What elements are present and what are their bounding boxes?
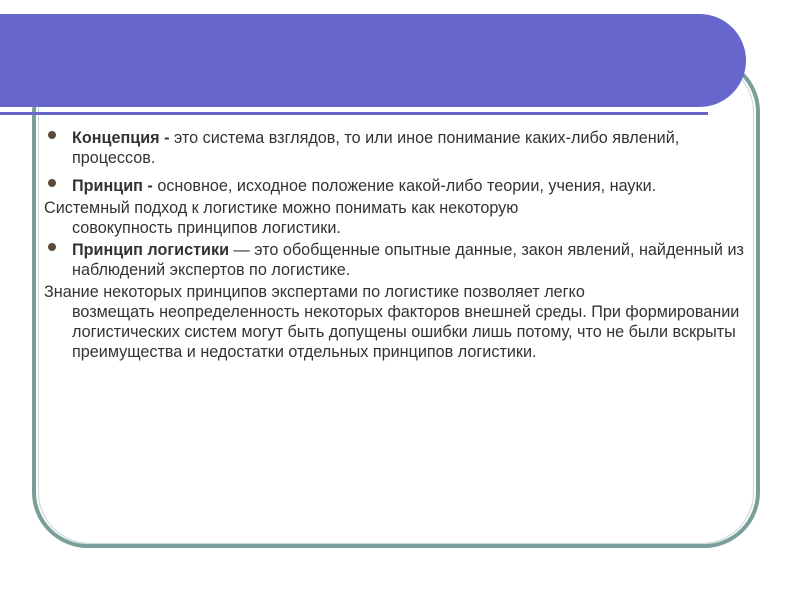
term-concept: Концепция - (72, 129, 170, 147)
paragraph-knowledge (44, 282, 744, 362)
paragraph-system-approach-rest: совокупность принципов логистики. (72, 219, 341, 237)
bullet-icon (48, 243, 56, 251)
title-underline (0, 112, 708, 115)
paragraph-system-approach (44, 198, 744, 238)
definition-concept: это система взглядов, то или иное понимание каких-либо явлений, процессов. (72, 129, 680, 167)
bullet-icon (48, 179, 56, 187)
bullet-item-concept (44, 128, 744, 168)
paragraph-knowledge-rest: возмещать неопределенность некоторых факторов внешней среды. При формировании логистических систем могут быть допущены ошибки лишь потому, что не были вскрыты преимущества и недостатки отдельных принципов логистики. (72, 303, 740, 361)
term-logistics-principle: Принцип логистики (72, 241, 230, 259)
term-principle: Принцип - (72, 177, 153, 195)
definition-principle: основное, исходное положение какой-либо теории, учения, науки. (152, 177, 657, 195)
bullet-item-principle (44, 176, 744, 196)
definition-logistics-principle: — это обобщенные опытные данные, закон явлений, найденный из наблюдений экспертов по логистике. (72, 241, 744, 279)
paragraph-knowledge-line1: Знание некоторых принципов экспертами по логистике позволяет легко (44, 283, 585, 301)
title-band (0, 14, 746, 107)
bullet-icon (48, 131, 56, 139)
bullet-item-logistics-principle (44, 240, 744, 280)
paragraph-system-approach-line1: Системный подход к логистике можно понимать как некоторую (44, 199, 519, 217)
slide-content (44, 128, 744, 362)
